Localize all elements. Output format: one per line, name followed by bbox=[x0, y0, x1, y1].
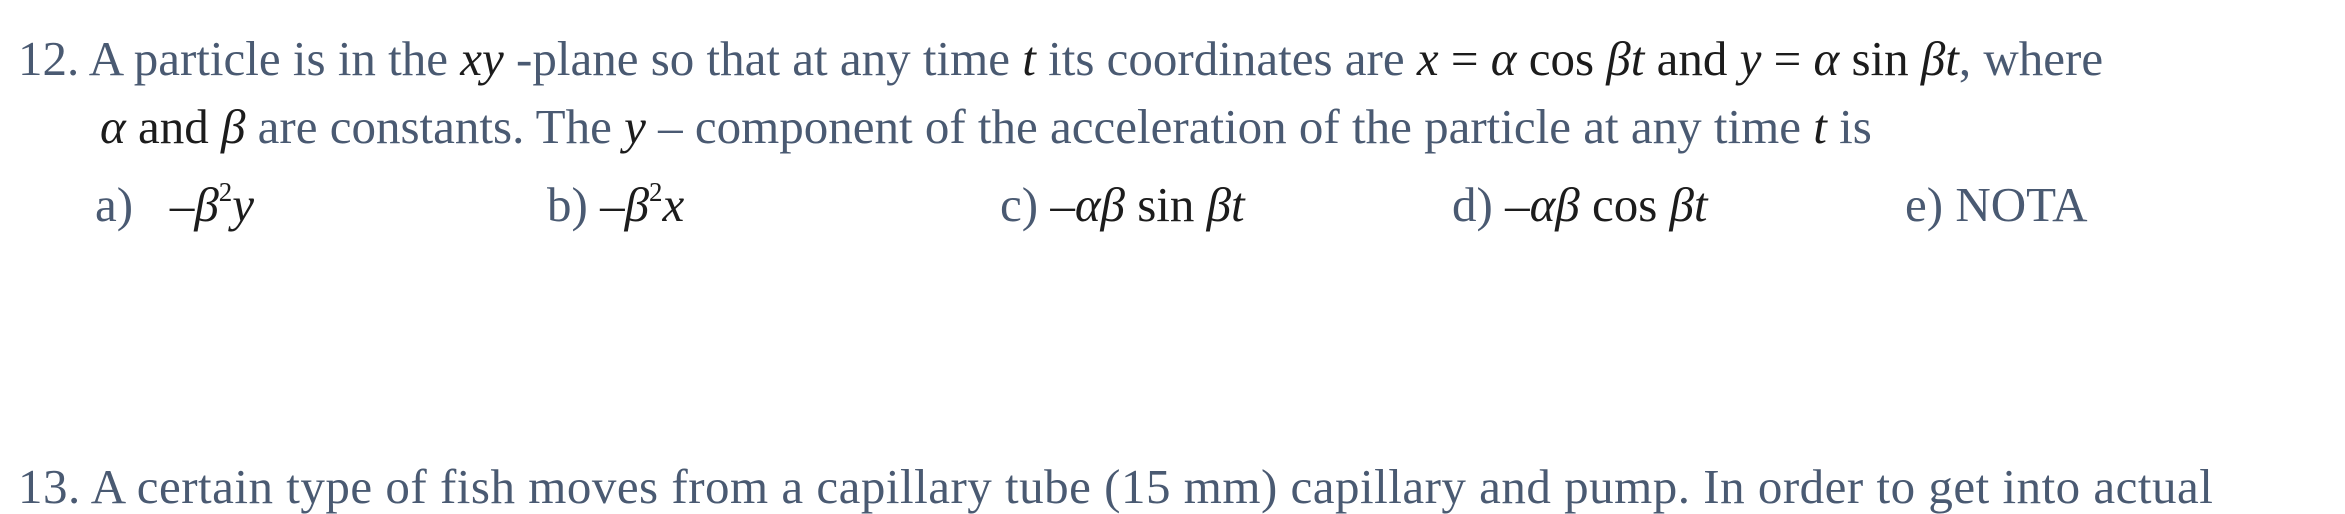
choice-d: d) –αβ cos βt bbox=[1452, 177, 1708, 232]
choice-b: b) $-\beta^2x$ bbox=[547, 176, 685, 232]
question-number: 12. bbox=[18, 31, 80, 86]
next-question-cutoff: 13. A certain type of fish moves from a capillary tube (15 mm) capillary and pump. In order to get into actual bbox=[18, 459, 2214, 514]
choice-a: a) $-\beta^2y$ bbox=[95, 176, 254, 232]
question-12-line-1: 12. A particle is in the xy -plane so that at any time t its coordinates are x = α cos βt and y = α sin βt, where bbox=[18, 31, 2104, 86]
choice-c: c) –αβ sin βt bbox=[1000, 177, 1245, 232]
question-12-line-2: α and β are constants. The y – component of the acceleration of the particle at any time t is bbox=[100, 99, 1872, 154]
choice-e: e) NOTA bbox=[1905, 177, 2088, 232]
